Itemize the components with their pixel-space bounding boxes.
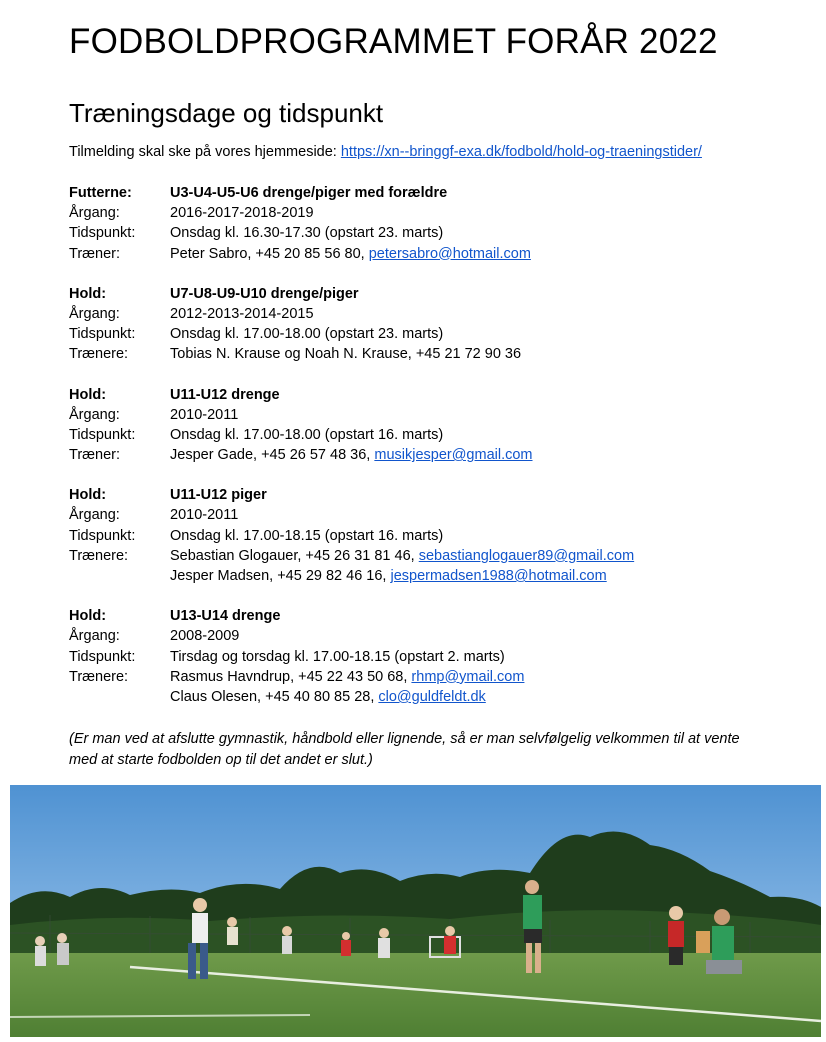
team-time-row <box>69 324 769 344</box>
trainer-value <box>170 344 521 364</box>
trainer-email-link[interactable]: sebastianglogauer89@gmail.com <box>418 547 635 564</box>
team-heading-label: Hold: <box>69 285 107 302</box>
trainer-email-link[interactable]: petersabro@hotmail.com <box>368 245 531 262</box>
signup-line <box>69 144 702 160</box>
time-label: Tidspunkt: <box>69 648 136 665</box>
year-value: 2012-2013-2014-2015 <box>170 305 314 322</box>
trainer-value <box>170 687 486 707</box>
year-value: 2008-2009 <box>170 628 240 645</box>
football-photo <box>10 785 821 1037</box>
team-trainer-row <box>69 667 769 687</box>
time-value: Onsdag kl. 17.00-18.15 (opstart 16. marts) <box>170 527 444 544</box>
note-text: (Er man ved at afslutte gymnastik, håndbold eller lignende, så er man selvfølgelig velkommen til at vente med at starte fodbolden op til det andet er slut.) <box>69 731 740 768</box>
trainer-text: Jesper Gade, +45 26 57 48 36, <box>170 447 375 464</box>
team-trainer-row <box>69 445 769 465</box>
team-block <box>69 485 769 586</box>
trainer-label: Trænere: <box>69 668 129 685</box>
year-label: Årgang: <box>69 305 120 322</box>
team-block <box>69 606 769 707</box>
year-label: Årgang: <box>69 628 120 645</box>
trainer-email-link[interactable]: jespermadsen1988@hotmail.com <box>390 568 607 584</box>
team-heading-row <box>69 485 769 505</box>
signup-text: Tilmelding skal ske på vores hjemmeside: <box>69 144 341 160</box>
team-heading-label: Hold: <box>69 487 107 504</box>
time-value: Onsdag kl. 17.00-18.00 (opstart 16. marts) <box>170 426 444 443</box>
team-time-row <box>69 526 769 546</box>
team-year-row <box>69 505 769 525</box>
trainer-value <box>170 244 531 264</box>
team-block <box>69 183 769 264</box>
trainer-label: Træner: <box>69 447 121 464</box>
team-time-row <box>69 647 769 667</box>
trainer-email-link[interactable]: rhmp@ymail.com <box>411 668 525 685</box>
team-trainer-row <box>69 687 769 707</box>
trainer-label: Trænere: <box>69 346 129 363</box>
trainer-label: Træner: <box>69 245 121 262</box>
team-list <box>69 183 769 727</box>
time-value: Onsdag kl. 17.00-18.00 (opstart 23. marts) <box>170 326 444 343</box>
trainer-text: Peter Sabro, +45 20 85 56 80, <box>170 245 369 262</box>
team-heading-label: Hold: <box>69 386 107 403</box>
year-label: Årgang: <box>69 406 120 423</box>
team-heading-row <box>69 385 769 405</box>
team-heading-label: Hold: <box>69 608 107 625</box>
team-trainer-row <box>69 344 769 364</box>
trainer-text: Claus Olesen, +45 40 80 85 28, <box>170 688 379 705</box>
trainer-value <box>170 566 607 586</box>
time-label: Tidspunkt: <box>69 225 136 242</box>
team-trainer-row <box>69 566 769 586</box>
time-label: Tidspunkt: <box>69 326 136 343</box>
team-year-row <box>69 203 769 223</box>
team-block <box>69 385 769 466</box>
trainer-label <box>69 687 170 707</box>
team-time-row <box>69 223 769 243</box>
team-year-row <box>69 626 769 646</box>
team-name: U7-U8-U9-U10 drenge/piger <box>170 285 359 302</box>
trainer-label <box>69 566 170 586</box>
team-heading-row <box>69 183 769 203</box>
trainer-email-link[interactable]: clo@guldfeldt.dk <box>378 688 486 705</box>
trainer-label: Trænere: <box>69 547 129 564</box>
team-block <box>69 284 769 365</box>
trainer-text: Sebastian Glogauer, +45 26 31 81 46, <box>170 547 419 564</box>
team-trainer-row <box>69 244 769 264</box>
trainer-text: Jesper Madsen, +45 29 82 46 16, <box>170 568 391 584</box>
team-trainer-row <box>69 546 769 566</box>
time-label: Tidspunkt: <box>69 527 136 544</box>
trainer-email-link[interactable]: musikjesper@gmail.com <box>374 447 533 464</box>
team-heading-row <box>69 606 769 626</box>
year-value: 2016-2017-2018-2019 <box>170 205 314 222</box>
trainer-value <box>170 667 524 687</box>
team-name: U13-U14 drenge <box>170 608 281 625</box>
team-heading-row <box>69 284 769 304</box>
year-label: Årgang: <box>69 205 120 222</box>
time-value: Tirsdag og torsdag kl. 17.00-18.15 (opstart 2. marts) <box>170 648 505 665</box>
year-label: Årgang: <box>69 507 120 524</box>
section-heading: Træningsdage og tidspunkt <box>69 98 384 128</box>
team-name: U3-U4-U5-U6 drenge/piger med forældre <box>170 185 448 201</box>
team-time-row <box>69 425 769 445</box>
time-value: Onsdag kl. 16.30-17.30 (opstart 23. marts) <box>170 225 444 242</box>
team-name: U11-U12 piger <box>170 487 267 504</box>
trainer-text: Rasmus Havndrup, +45 22 43 50 68, <box>170 668 412 685</box>
team-year-row <box>69 304 769 324</box>
team-year-row <box>69 405 769 425</box>
trainer-value <box>170 546 634 566</box>
document-title: FODBOLDPROGRAMMET FORÅR 2022 <box>69 22 718 61</box>
time-label: Tidspunkt: <box>69 426 136 443</box>
year-value: 2010-2011 <box>170 507 239 524</box>
trainer-text: Tobias N. Krause og Noah N. Krause, +45 21 72 90 36 <box>170 346 522 363</box>
trainer-value <box>170 445 533 465</box>
team-name: U11-U12 drenge <box>170 386 280 403</box>
signup-link[interactable]: https://xn--bringgf-exa.dk/fodbold/hold-og-traeningstider/ <box>340 144 702 160</box>
team-heading-label: Futterne: <box>69 185 132 201</box>
year-value: 2010-2011 <box>170 406 239 423</box>
